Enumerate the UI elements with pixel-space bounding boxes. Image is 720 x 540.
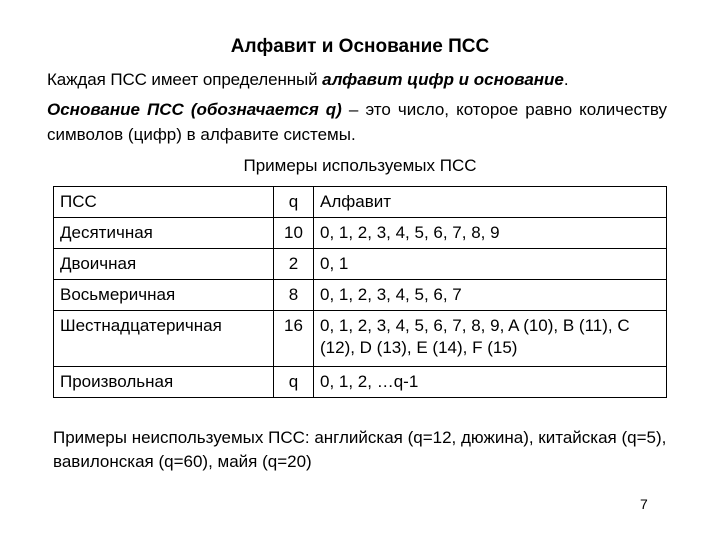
row-q: q xyxy=(274,367,314,398)
table-row xyxy=(54,280,667,311)
intro-lead-text: Каждая ПСС имеет определенный xyxy=(47,70,323,89)
pss-table xyxy=(53,186,667,398)
row-alphabet: 0, 1 xyxy=(314,249,667,280)
slide-title: Алфавит и Основание ПСС xyxy=(230,36,490,57)
definition-emphasis: Основание ПСС (обозначается q) xyxy=(47,100,342,119)
unused-pss-paragraph: Примеры неиспользуемых ПСС: английская (q=12, дюжина), китайская (q=5), вавилонская (q=60), майя (q=20) xyxy=(53,428,667,471)
table-row xyxy=(54,367,667,398)
row-q: 2 xyxy=(274,249,314,280)
row-name: Двоичная xyxy=(54,249,274,280)
row-q: 10 xyxy=(274,218,314,249)
table-header-row xyxy=(54,187,667,218)
row-alphabet: 0, 1, 2, 3, 4, 5, 6, 7, 8, 9, A (10), B (11), C (12), D (13), E (14), F (15) xyxy=(314,311,667,367)
row-name: Десятичная xyxy=(54,218,274,249)
row-name: Восьмеричная xyxy=(54,280,274,311)
row-alphabet: 0, 1, 2, 3, 4, 5, 6, 7 xyxy=(314,280,667,311)
intro-tail: . xyxy=(563,70,569,89)
table-row xyxy=(54,249,667,280)
table-row xyxy=(54,218,667,249)
row-alphabet: 0, 1, 2, …q-1 xyxy=(314,367,667,398)
row-q: 16 xyxy=(274,311,314,367)
row-name: Шестнадцатеричная xyxy=(54,311,274,367)
row-q: 8 xyxy=(274,280,314,311)
definition-text: – это число, которое равно количеству символов (цифр) в алфавите системы. xyxy=(47,100,667,144)
row-name: Произвольная xyxy=(54,367,274,398)
header-alphabet: Алфавит xyxy=(314,187,667,218)
header-pss: ПСС xyxy=(54,187,274,218)
definition-paragraph xyxy=(47,97,667,147)
intro-emphasis: алфавит цифр и основание xyxy=(322,70,564,89)
header-q: q xyxy=(274,187,314,218)
table-row xyxy=(54,311,667,367)
page-number: 7 xyxy=(640,496,648,512)
intro-paragraph xyxy=(47,67,667,92)
table-title: Примеры используемых ПСС xyxy=(243,156,477,175)
row-alphabet: 0, 1, 2, 3, 4, 5, 6, 7, 8, 9 xyxy=(314,218,667,249)
